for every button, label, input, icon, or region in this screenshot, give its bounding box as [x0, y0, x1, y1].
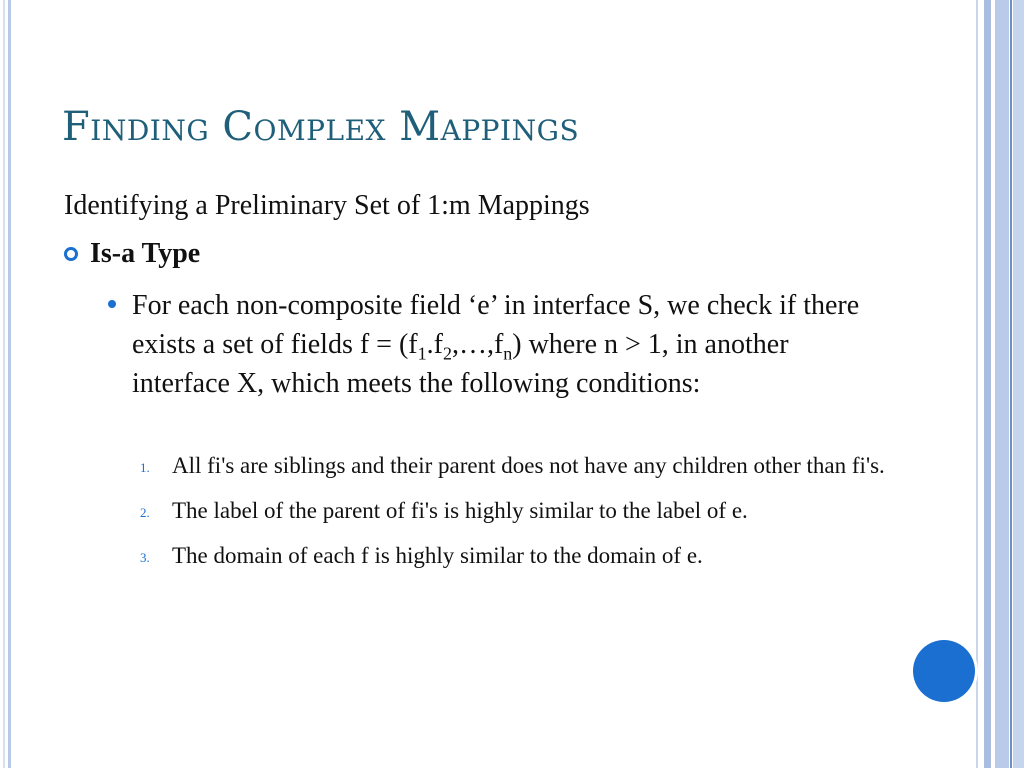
bullet-level2	[108, 286, 888, 403]
slide-title: Finding Complex Mappings	[62, 104, 580, 150]
subscript-2: 2	[442, 343, 452, 364]
condition-item	[140, 495, 900, 526]
frame-right-stripe-c	[1013, 0, 1024, 768]
frame-right-stripe-b	[995, 0, 1009, 768]
frame-right-stripe-dark	[1010, 0, 1012, 768]
level2-text-part4: ) where n > 1, in another interface X, which meets the following conditions:	[132, 329, 789, 399]
condition-text: All fi's are siblings and their parent does not have any children other than fi's.	[172, 453, 885, 478]
condition-item	[140, 540, 900, 571]
bullet-level2-text	[132, 286, 888, 403]
condition-text: The label of the parent of fi's is highly similar to the label of e.	[172, 498, 748, 523]
condition-number: 3.	[140, 550, 150, 565]
subscript-n: n	[503, 343, 513, 364]
condition-text: The domain of each f is highly similar to the domain of e.	[172, 543, 703, 568]
condition-number: 2.	[140, 505, 150, 520]
condition-number: 1.	[140, 460, 150, 475]
conditions-list	[140, 450, 900, 585]
bullet-level1	[64, 238, 200, 270]
level2-text-part3: ,…,f	[451, 329, 504, 360]
frame-right-thin	[976, 0, 978, 768]
bullet-level1-text: Is-a Type	[90, 238, 201, 269]
level2-text-part1: For each non-composite field ‘e’ in interface S, we check if there exists a set of fields f = (f	[132, 290, 860, 360]
slide-subtitle: Identifying a Preliminary Set of 1:m Mappings	[64, 190, 590, 221]
subscript-1: 1	[417, 343, 427, 364]
frame-left-outer	[3, 0, 5, 768]
condition-item	[140, 450, 900, 481]
frame-left-inner	[8, 0, 11, 768]
ring-bullet-icon	[64, 247, 78, 261]
dot-bullet-icon	[108, 300, 116, 308]
blue-circle-icon	[913, 640, 975, 702]
level2-text-part2: .f	[426, 329, 443, 360]
frame-right-stripe-a	[984, 0, 991, 768]
